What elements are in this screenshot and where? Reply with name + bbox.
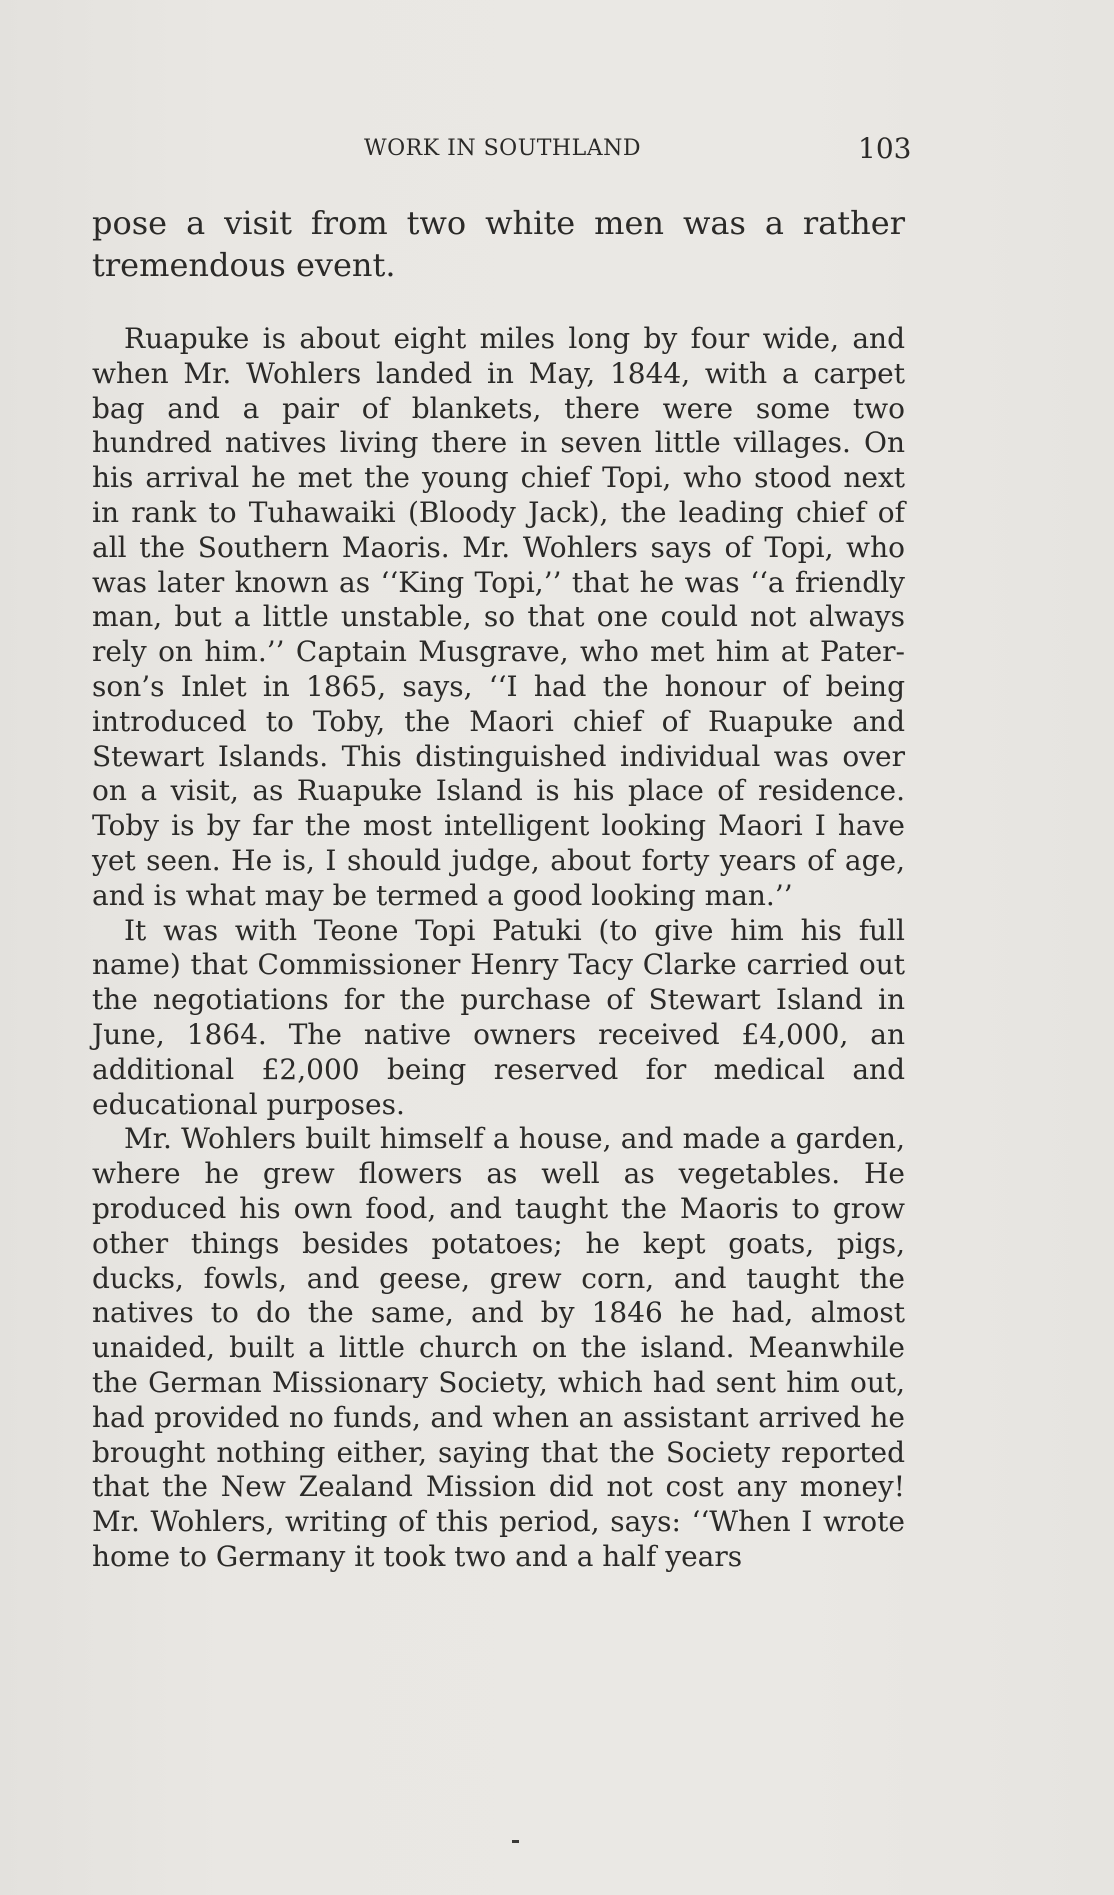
- opening-text-block: [92, 202, 905, 286]
- paragraph-ruapuke: Ruapuke is about eight miles long by four wide, and when Mr. Wohlers landed in May, 1844, with a carpet bag and a pair of blankets, there were some two hundred natives living there in seven little villages. On his arrival he met the young chief Topi, who stood next in rank to Tuhawaiki (Bloody Jack), the leading chief of all the Southern Maoris. Mr. Wohlers says of Topi, who was later known as ‘‘King Topi,’’ that he was ‘‘a friendly man, but a little unstable, so that one could not always rely on him.’’ Captain Musgrave, who met him at Paterson’s Inlet in 1865, says, ‘‘I had the honour of being introduced to Toby, the Maori chief of Ruapuke and Stewart Islands. This distinguished individual was over on a visit, as Ruapuke Island is his place of residence. Toby is by far the most intelligent looking Maori I have yet seen. He is, I should judge, about forty years of age, and is what may be termed a good looking man.’’: [92, 322, 905, 912]
- paragraph-wohlers-house: Mr. Wohlers built himself a house, and made a garden, where he grew flowers as well as vegetables. He produced his own food, and taught the Maoris to grow other things besides potatoes; he kept goats, pigs, ducks, fowls, and geese, grew corn, and taught the natives to do the same, and by 1846 he had, almost unaided, built a little church on the island. Meanwhile the German Missionary Society, which had sent him out, had provided no funds, and when an assistant arrived he brought nothing either, saying that the Society reported that the New Zealand Mission did not cost any money! Mr. Wohlers, writing of this period, says: ‘‘When I wrote home to Germany it took two and a half years: [92, 1122, 905, 1573]
- body-text: [92, 322, 905, 1575]
- page-number: 103: [858, 132, 912, 165]
- opening-paragraph: pose a visit from two white men was a rather tremendous event.: [92, 204, 905, 284]
- running-head: WORK IN SOUTHLAND: [364, 136, 641, 161]
- page-mark: [512, 1840, 519, 1843]
- paragraph-patuki: It was with Teone Topi Patuki (to give him his full name) that Commissioner Henry Tacy Clarke carried out the negotiations for the purchase of Stewart Island in June, 1864. The native owners received £4,000, an additional £2,000 being reserved for medical and educational purposes.: [92, 913, 905, 1121]
